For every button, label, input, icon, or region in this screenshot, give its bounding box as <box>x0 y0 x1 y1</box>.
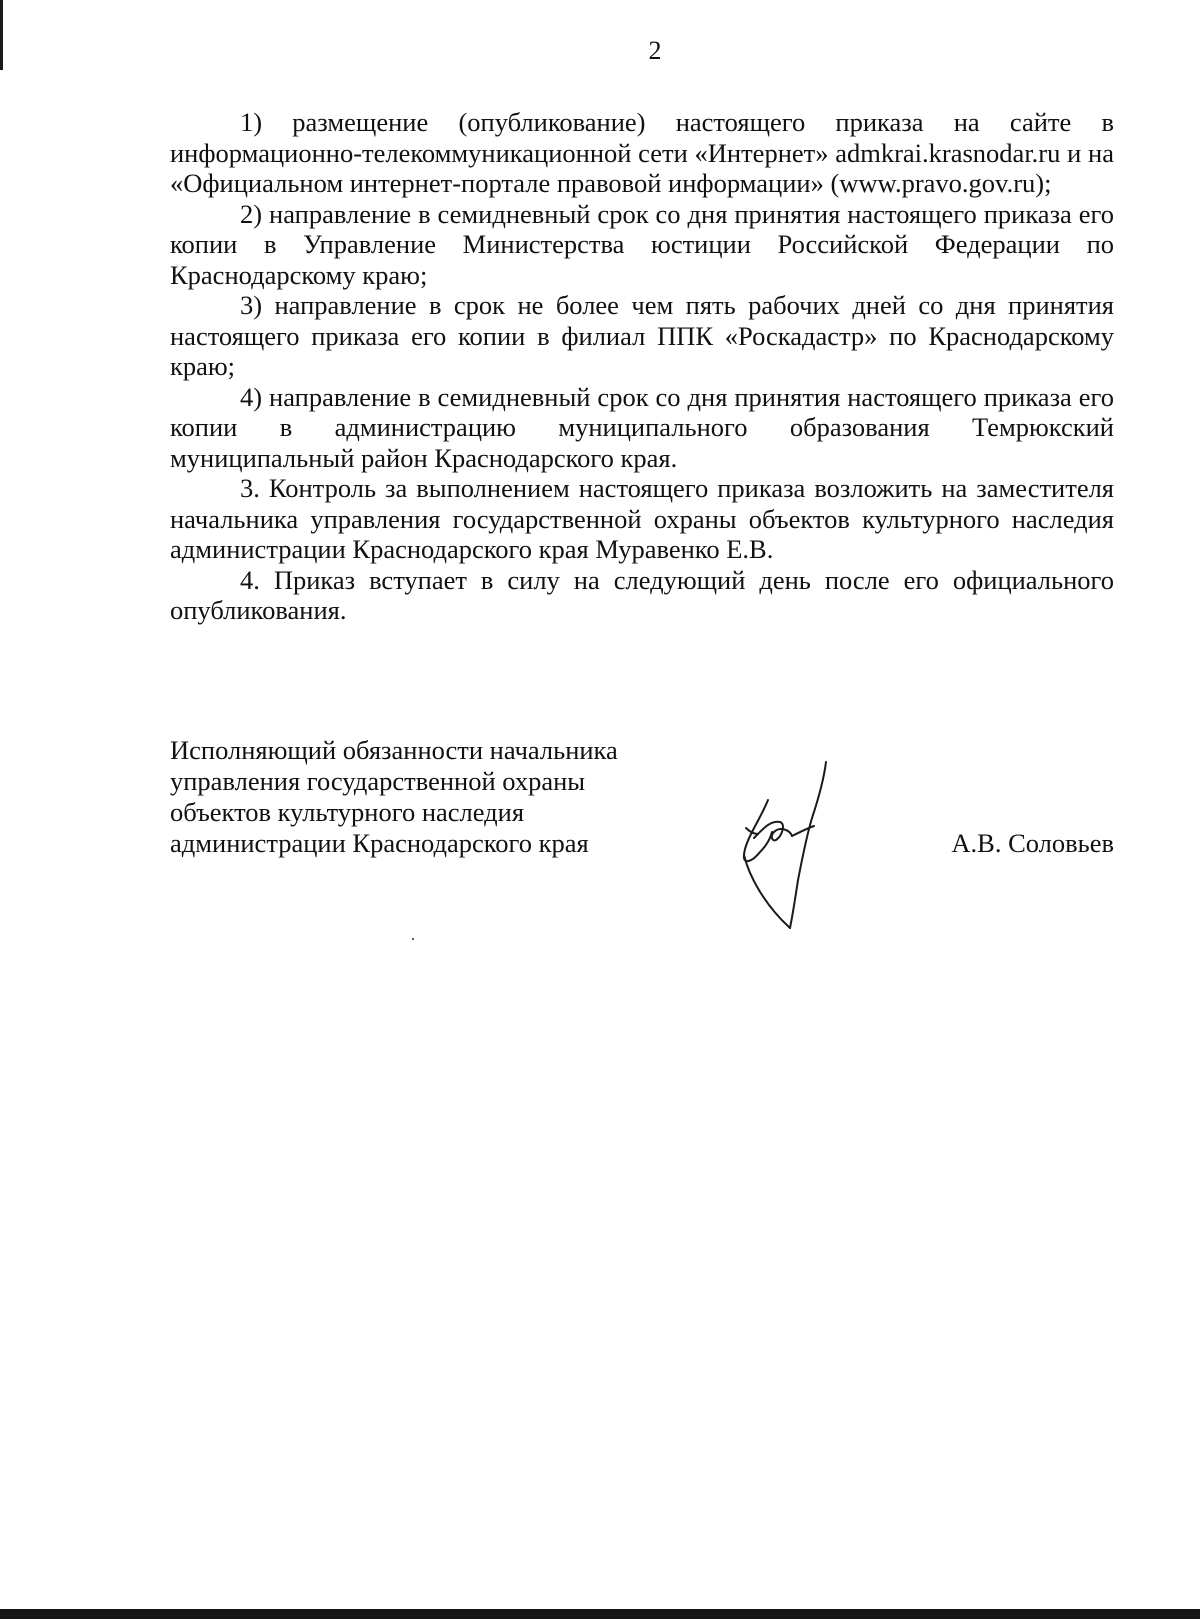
scan-edge-bottom <box>0 1609 1200 1619</box>
paragraph-municipal-administration: 4) направление в семидневный срок со дня принятия настоящего приказа его копии в администрацию муниципального образования Темрюкский муниципальный район Краснодарского края. <box>170 381 1114 473</box>
document-body <box>170 107 1114 626</box>
signer-position-line: администрации Краснодарского края <box>170 828 589 858</box>
paragraph-effective-date: 4. Приказ вступает в силу на следующий день после его официального опубликования. <box>170 564 1114 625</box>
scan-speck <box>412 938 414 940</box>
paragraph-ministry-of-justice: 2) направление в семидневный срок со дня принятия настоящего приказа его копии в Управление Министерства юстиции Российской Федерации по Краснодарскому краю; <box>170 198 1114 290</box>
handwritten-signature <box>740 760 850 930</box>
paragraph-publication: 1) размещение (опубликование) настоящего приказа на сайте в информационно-телекоммуникационной сети «Интернет» admkrai.krasnodar.ru и на «Официальном интернет-портале правовой информации» (www.pravo.gov.ru); <box>170 107 1114 198</box>
signer-position-line: объектов культурного наследия <box>170 797 525 827</box>
signer-position-line: Исполняющий обязанности начальника <box>170 735 618 765</box>
page-number: 2 <box>648 36 662 65</box>
paragraph-roskadastr: 3) направление в срок не более чем пять рабочих дней со дня принятия настоящего приказа его копии в филиал ППК «Роскадастр» по Краснодарскому краю; <box>170 290 1114 381</box>
signer-position <box>170 735 730 859</box>
signature-block <box>170 735 1114 935</box>
paragraph-control: 3. Контроль за выполнением настоящего приказа возложить на заместителя начальника управления государственной охраны объектов культурного наследия администрации Краснодарского края Муравенко Е.В. <box>170 473 1114 564</box>
signer-name: А.В. Соловьев <box>951 828 1114 858</box>
signer-position-line: управления государственной охраны <box>170 766 586 796</box>
